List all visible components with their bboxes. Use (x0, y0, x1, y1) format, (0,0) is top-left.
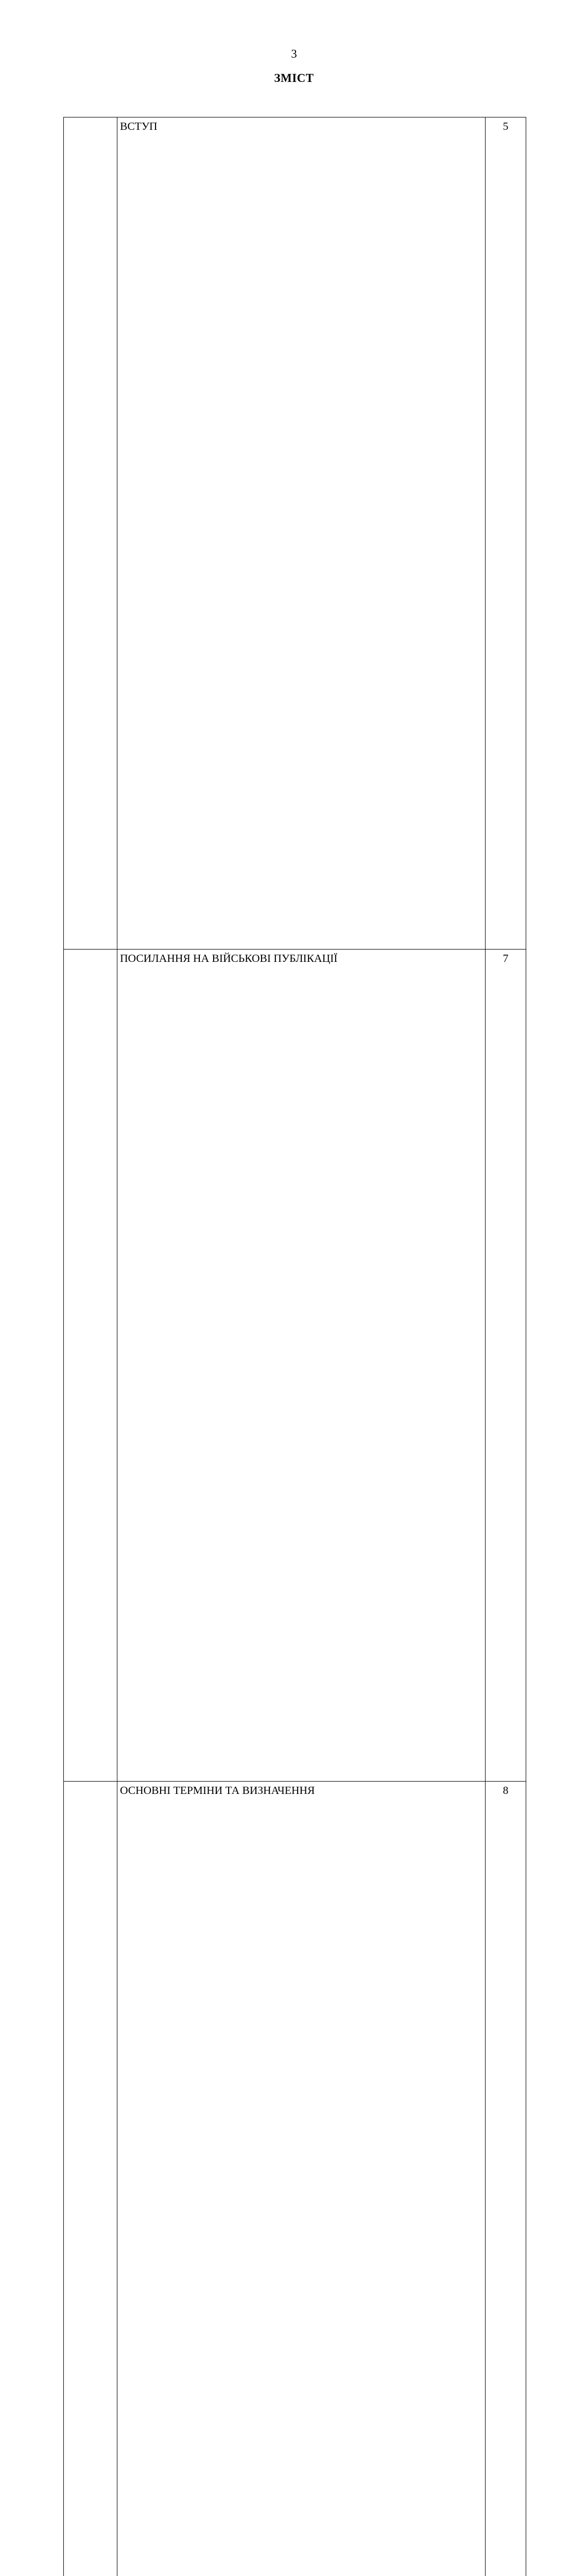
toc-item-page: 5 (486, 117, 526, 950)
document-page (0, 47, 588, 1797)
toc-item-title: ВСТУП (117, 117, 486, 950)
toc-table-body (64, 117, 526, 2576)
page-number: 3 (291, 47, 297, 60)
toc-item-title: ПОСИЛАННЯ НА ВІЙСЬКОВІ ПУБЛІКАЦІЇ (117, 950, 486, 1782)
toc-item-title: ОСНОВНІ ТЕРМІНИ ТА ВИЗНАЧЕННЯ (117, 1782, 486, 2576)
toc-item-number (64, 117, 117, 950)
toc-item-number (64, 1782, 117, 2576)
table-of-contents (0, 117, 588, 2576)
toc-table (63, 117, 526, 2576)
page-title: ЗМІСТ (274, 72, 314, 85)
toc-item-number (64, 950, 117, 1782)
toc-item-page: 7 (486, 950, 526, 1782)
table-row (64, 1782, 526, 2576)
table-row (64, 950, 526, 1782)
toc-item-page: 8 (486, 1782, 526, 2576)
table-row (64, 117, 526, 950)
